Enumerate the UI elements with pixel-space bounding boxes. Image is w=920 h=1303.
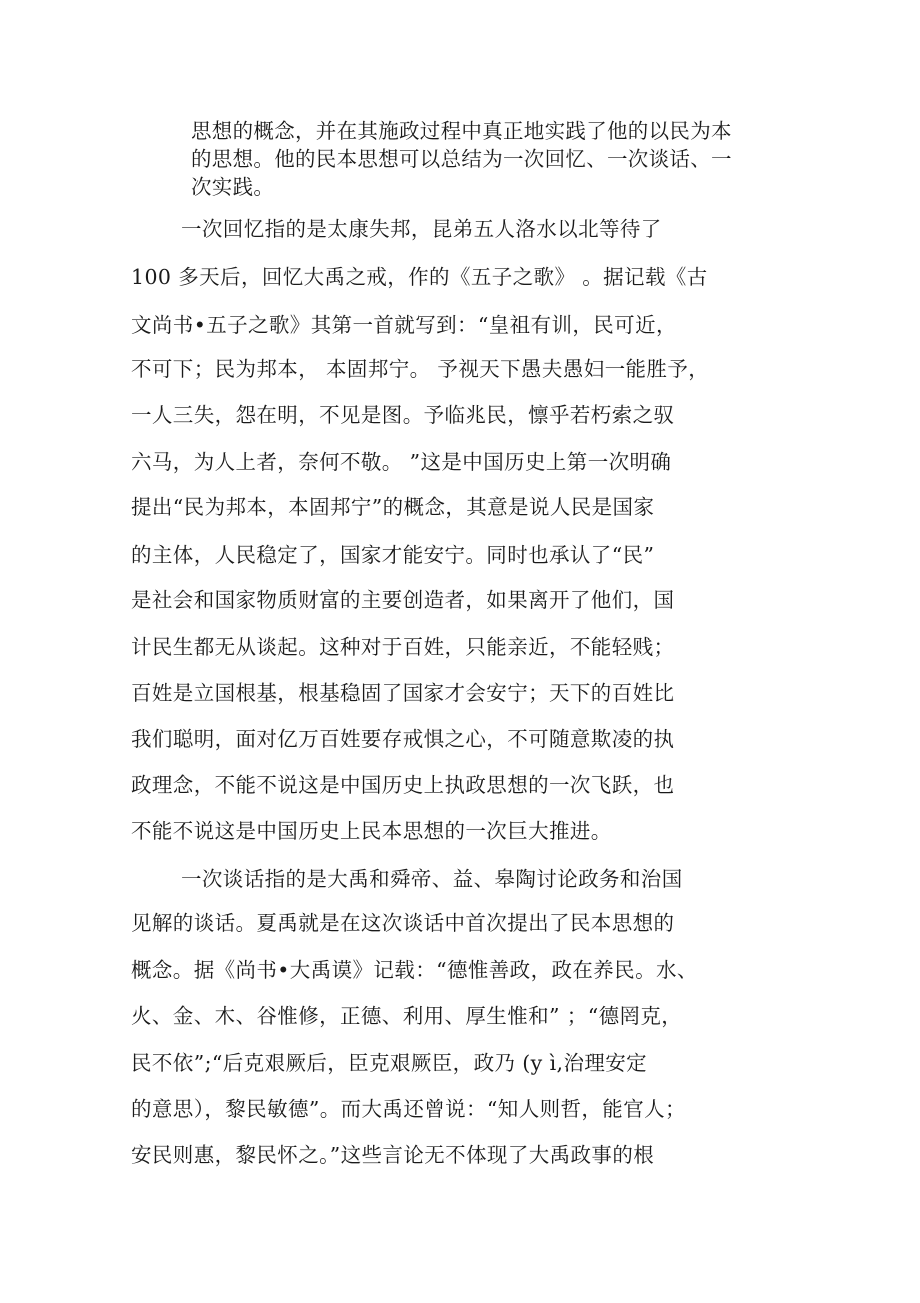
paragraph-1-line-6: 六马，为人上者，奈何不敬。 ”这是中国历史上第一次明确 xyxy=(131,450,672,474)
intro-line-1: 思想的概念，并在其施政过程中真正地实践了他的以民为本 xyxy=(191,119,732,143)
paragraph-1-line-11: 百姓是立国根基，根基稳固了国家才会安宁；天下的百姓比 xyxy=(131,681,675,705)
paragraph-1-line-7: 提出“民为邦本，本固邦宁”的概念，其意是说人民是国家 xyxy=(131,495,655,519)
paragraph-1-line-13: 政理念，不能不说这是中国历史上执政思想的一次飞跃，也 xyxy=(131,773,675,797)
paragraph-2-line-2: 见解的谈话。夏禹就是在这次谈话中首次提出了民本思想的 xyxy=(131,911,675,935)
paragraph-1-line-2: 100 多天后，回忆大禹之戒，作的《五子之歌》 。据记载《古 xyxy=(131,265,708,289)
paragraph-1-line-10: 计民生都无从谈起。这种对于百姓，只能亲近，不能轻贱； xyxy=(131,635,675,659)
paragraph-1-line-12: 我们聪明，面对亿万百姓要存戒惧之心，不可随意欺凌的执 xyxy=(131,727,675,751)
paragraph-2-line-6: 的意思），黎民敏德”。而大禹还曾说：“知人则哲，能官人； xyxy=(131,1097,686,1121)
paragraph-2-line-7: 安民则惠，黎民怀之。”这些言论无不体现了大禹政事的根 xyxy=(131,1143,655,1167)
paragraph-1-line-9: 是社会和国家物质财富的主要创造者，如果离开了他们，国 xyxy=(131,588,675,612)
paragraph-1-line-8: 的主体，人民稳定了，国家才能安宁。同时也承认了“民” xyxy=(131,543,655,567)
paragraph-2-line-3: 概念。据《尚书•大禹谟》记载：“德惟善政，政在养民。水、 xyxy=(131,958,698,982)
paragraph-2-line-1: 一次谈话指的是大禹和舜帝、益、皋陶讨论政务和治国 xyxy=(181,867,683,891)
paragraph-1-line-3: 文尚书•五子之歌》其第一首就写到：“皇祖有训，民可近， xyxy=(131,313,677,337)
paragraph-2-line-4: 火、金、木、谷惟修，正德、利用、厚生惟和” ；“德罔克， xyxy=(131,1004,683,1028)
intro-line-2: 的思想。他的民本思想可以总结为一次回忆、一次谈话、一 xyxy=(191,147,732,171)
paragraph-1-line-5: 一人三失，怨在明，不见是图。予临兆民，懔乎若朽索之驭 xyxy=(131,403,675,427)
paragraph-1-line-14: 不能不说这是中国历史上民本思想的一次巨大推进。 xyxy=(131,819,612,843)
paragraph-1-line-1: 一次回忆指的是太康失邦，昆弟五人洛水以北等待了 xyxy=(181,217,662,241)
paragraph-1-line-4: 不可下；民为邦本， 本固邦宁。 予视天下愚夫愚妇一能胜予， xyxy=(131,357,710,381)
paragraph-2-line-5: 民不依”;“后克艰厥后，臣克艰厥臣，政乃 (y ì,治理安定 xyxy=(131,1051,648,1075)
intro-line-3: 次实践。 xyxy=(191,175,275,199)
